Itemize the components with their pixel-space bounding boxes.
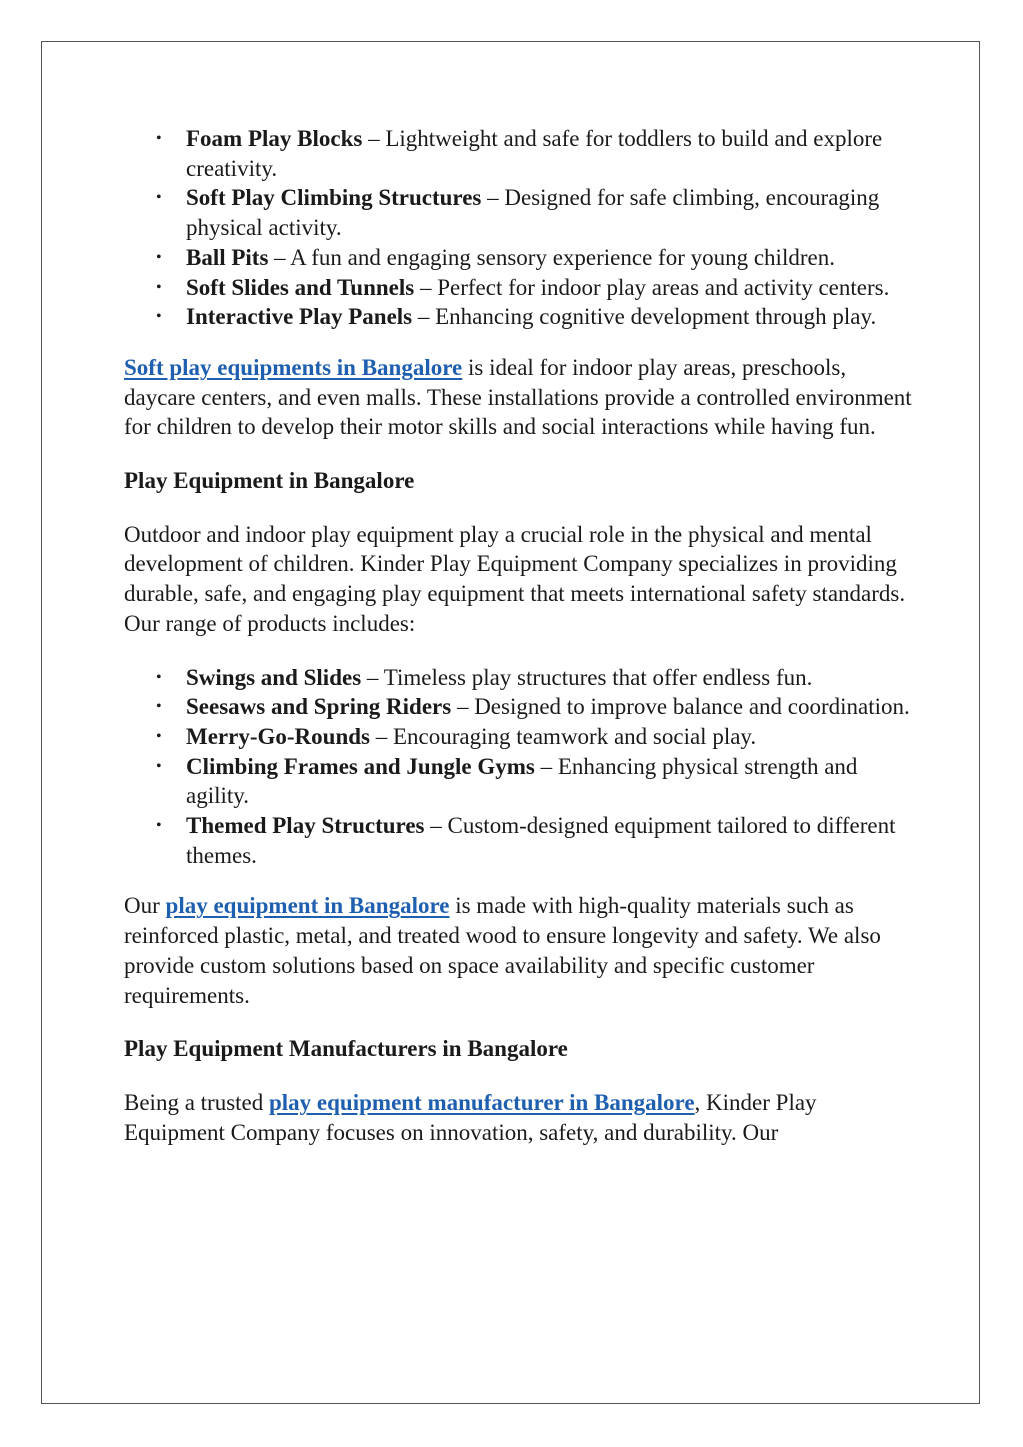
list-item bbox=[124, 692, 914, 722]
manufacturer-paragraph bbox=[124, 1088, 914, 1147]
bullet-icon: • bbox=[156, 698, 162, 716]
list-item-term: Soft Slides and Tunnels bbox=[186, 274, 415, 300]
list-item bbox=[124, 183, 914, 242]
list-item-desc: – Enhancing physical strength and agility. bbox=[186, 753, 858, 809]
list-item-term: Ball Pits bbox=[186, 244, 269, 270]
bullet-icon: • bbox=[156, 308, 162, 326]
soft-play-link[interactable]: Soft play equipments in Bangalore bbox=[124, 354, 463, 380]
list-item-desc: – A fun and engaging sensory experience for young children. bbox=[268, 244, 835, 270]
bullet-icon: • bbox=[156, 668, 162, 686]
bullet-icon: • bbox=[156, 278, 162, 296]
bullet-icon: • bbox=[156, 248, 162, 266]
list-item bbox=[124, 124, 914, 183]
bullet-icon: • bbox=[156, 817, 162, 835]
list-item-term: Soft Play Climbing Structures bbox=[186, 185, 482, 211]
bullet-icon: • bbox=[156, 727, 162, 745]
paragraph-text: is made with high-quality materials such as reinforced plastic, metal, and treated wood to ensure longevity and safety. We also provide custom solutions based on space availability and specific customer requirements. bbox=[124, 893, 881, 1008]
play-equipment-product-list bbox=[124, 663, 914, 871]
paragraph-prefix: Being a trusted bbox=[124, 1089, 269, 1115]
list-item-term: Climbing Frames and Jungle Gyms bbox=[186, 753, 535, 779]
list-item-desc: – Encouraging teamwork and social play. bbox=[369, 723, 757, 749]
bullet-icon: • bbox=[156, 757, 162, 775]
section-heading-manufacturers: Play Equipment Manufacturers in Bangalore bbox=[124, 1036, 568, 1062]
paragraph-prefix: Our bbox=[124, 893, 166, 919]
list-item-term: Merry-Go-Rounds bbox=[186, 723, 370, 749]
list-item bbox=[124, 243, 914, 273]
list-item-desc: – Lightweight and safe for toddlers to build and explore creativity. bbox=[186, 126, 883, 181]
materials-paragraph bbox=[124, 891, 914, 1010]
list-item bbox=[124, 273, 914, 303]
soft-play-paragraph bbox=[124, 353, 914, 442]
list-item-term: Seesaws and Spring Riders bbox=[186, 694, 452, 720]
list-item-desc: – Timeless play structures that offer endless fun. bbox=[361, 664, 813, 690]
bullet-icon: • bbox=[156, 189, 162, 207]
bullet-icon: • bbox=[156, 130, 162, 147]
paragraph-text: , Kinder Play Equipment Company focuses on innovation, safety, and durability. Our bbox=[124, 1089, 817, 1145]
manufacturer-link[interactable]: play equipment manufacturer in Bangalore bbox=[269, 1089, 695, 1115]
list-item-desc: – Designed to improve balance and coordination. bbox=[451, 694, 910, 720]
list-item-desc: – Designed for safe climbing, encouraging physical activity. bbox=[186, 185, 880, 241]
section-heading-play-equipment: Play Equipment in Bangalore bbox=[124, 468, 415, 494]
list-item bbox=[124, 811, 914, 870]
list-item-term: Interactive Play Panels bbox=[186, 304, 413, 330]
list-item-desc: – Enhancing cognitive development through play. bbox=[412, 304, 877, 330]
play-equipment-paragraph: Outdoor and indoor play equipment play a crucial role in the physical and mental development of children. Kinder Play Equipment Company specializes in providing durable, safe, and engaging play equipment that meets international safety standards. Our range of products includes: bbox=[124, 521, 906, 636]
paragraph-text: is ideal for indoor play areas, preschools, daycare centers, and even malls. These installations provide a controlled environment for children to develop their motor skills and social interactions while having fun. bbox=[124, 354, 912, 440]
list-item-term: Themed Play Structures bbox=[186, 813, 425, 839]
list-item bbox=[124, 302, 914, 332]
list-item-desc: – Custom-designed equipment tailored to different themes. bbox=[186, 813, 896, 868]
list-item bbox=[124, 663, 914, 693]
soft-play-product-list bbox=[124, 124, 914, 332]
list-item-term: Swings and Slides bbox=[186, 664, 362, 690]
list-item-desc: – Perfect for indoor play areas and activity centers. bbox=[414, 274, 890, 300]
play-equipment-link[interactable]: play equipment in Bangalore bbox=[165, 893, 450, 919]
list-item-term: Foam Play Blocks bbox=[186, 126, 363, 151]
list-item bbox=[124, 722, 914, 752]
list-item bbox=[124, 752, 914, 811]
document-body bbox=[124, 124, 914, 1147]
